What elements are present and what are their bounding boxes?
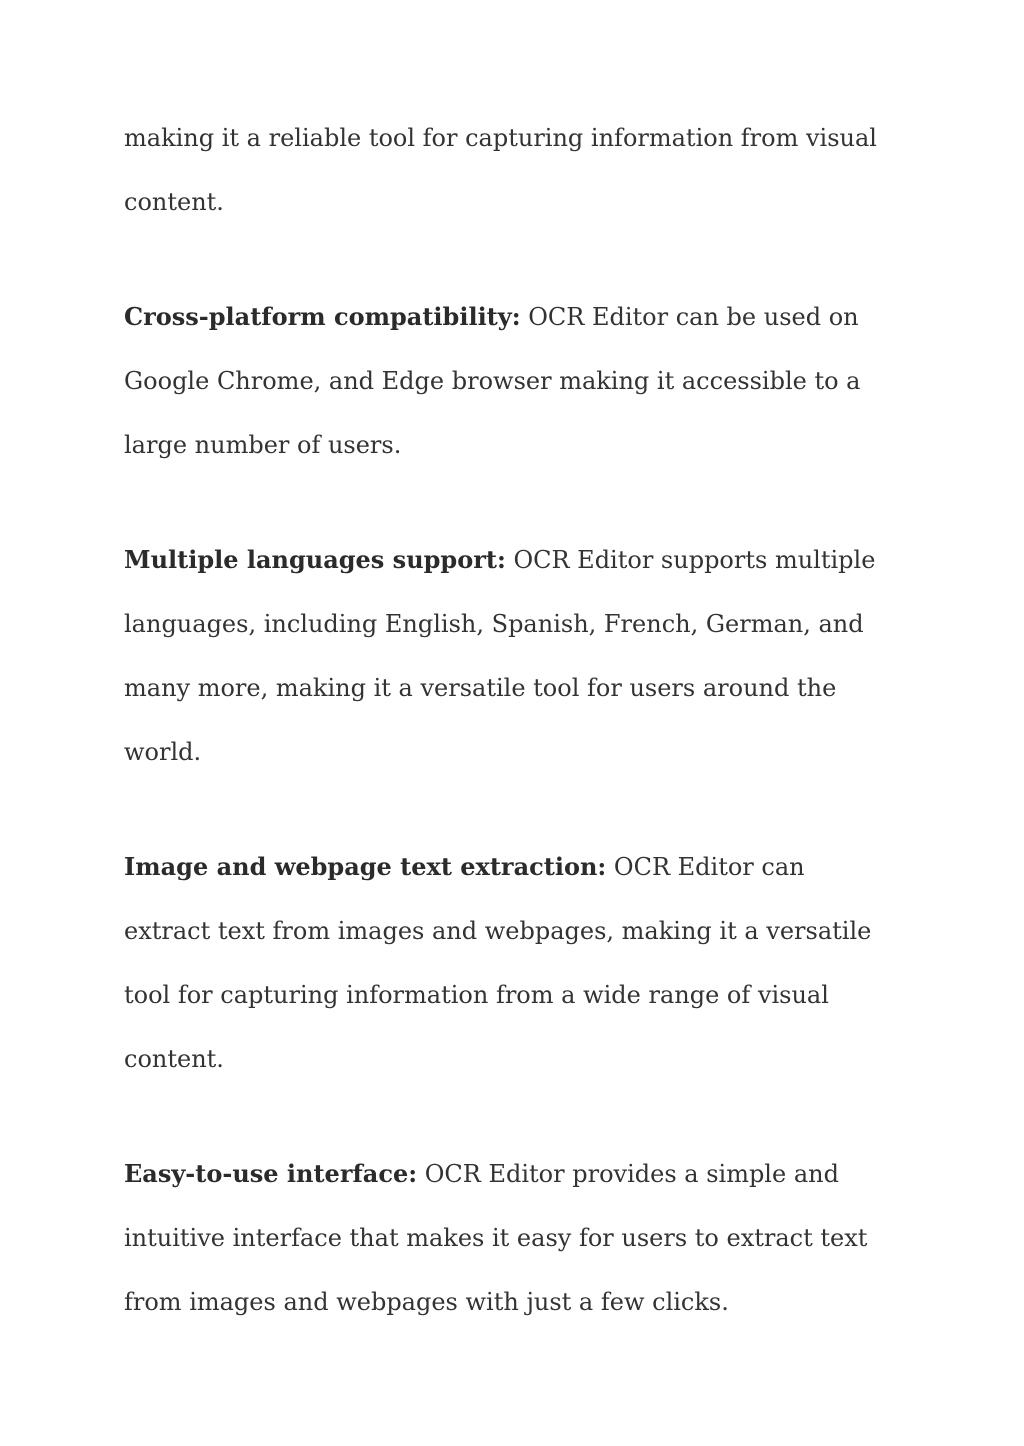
feature-text: OCR Editor can be used on Google Chrome, and Edge browser making it accessible to a large number of users.	[124, 303, 861, 459]
feature-label: Cross-platform compatibility:	[124, 302, 521, 331]
feature-paragraph-languages	[124, 528, 894, 784]
feature-label: Image and webpage text extraction:	[124, 852, 607, 881]
feature-paragraph-interface	[124, 1142, 894, 1334]
feature-paragraph-extraction	[124, 835, 894, 1091]
feature-paragraph-cross-platform	[124, 285, 894, 477]
feature-text: OCR Editor provides a simple and intuitive interface that makes it easy for users to extract text from images and webpages with just a few clicks.	[124, 1160, 868, 1316]
intro-text: making it a reliable tool for capturing information from visual content.	[124, 124, 877, 216]
feature-label: Multiple languages support:	[124, 545, 506, 574]
feature-text: OCR Editor supports multiple languages, including English, Spanish, French, German, and many more, making it a versatile tool for users around the world.	[124, 546, 876, 766]
intro-paragraph	[124, 106, 894, 234]
document-page	[124, 106, 894, 1385]
feature-text: OCR Editor can extract text from images and webpages, making it a versatile tool for capturing information from a wide range of visual content.	[124, 853, 872, 1073]
feature-label: Easy-to-use interface:	[124, 1159, 418, 1188]
